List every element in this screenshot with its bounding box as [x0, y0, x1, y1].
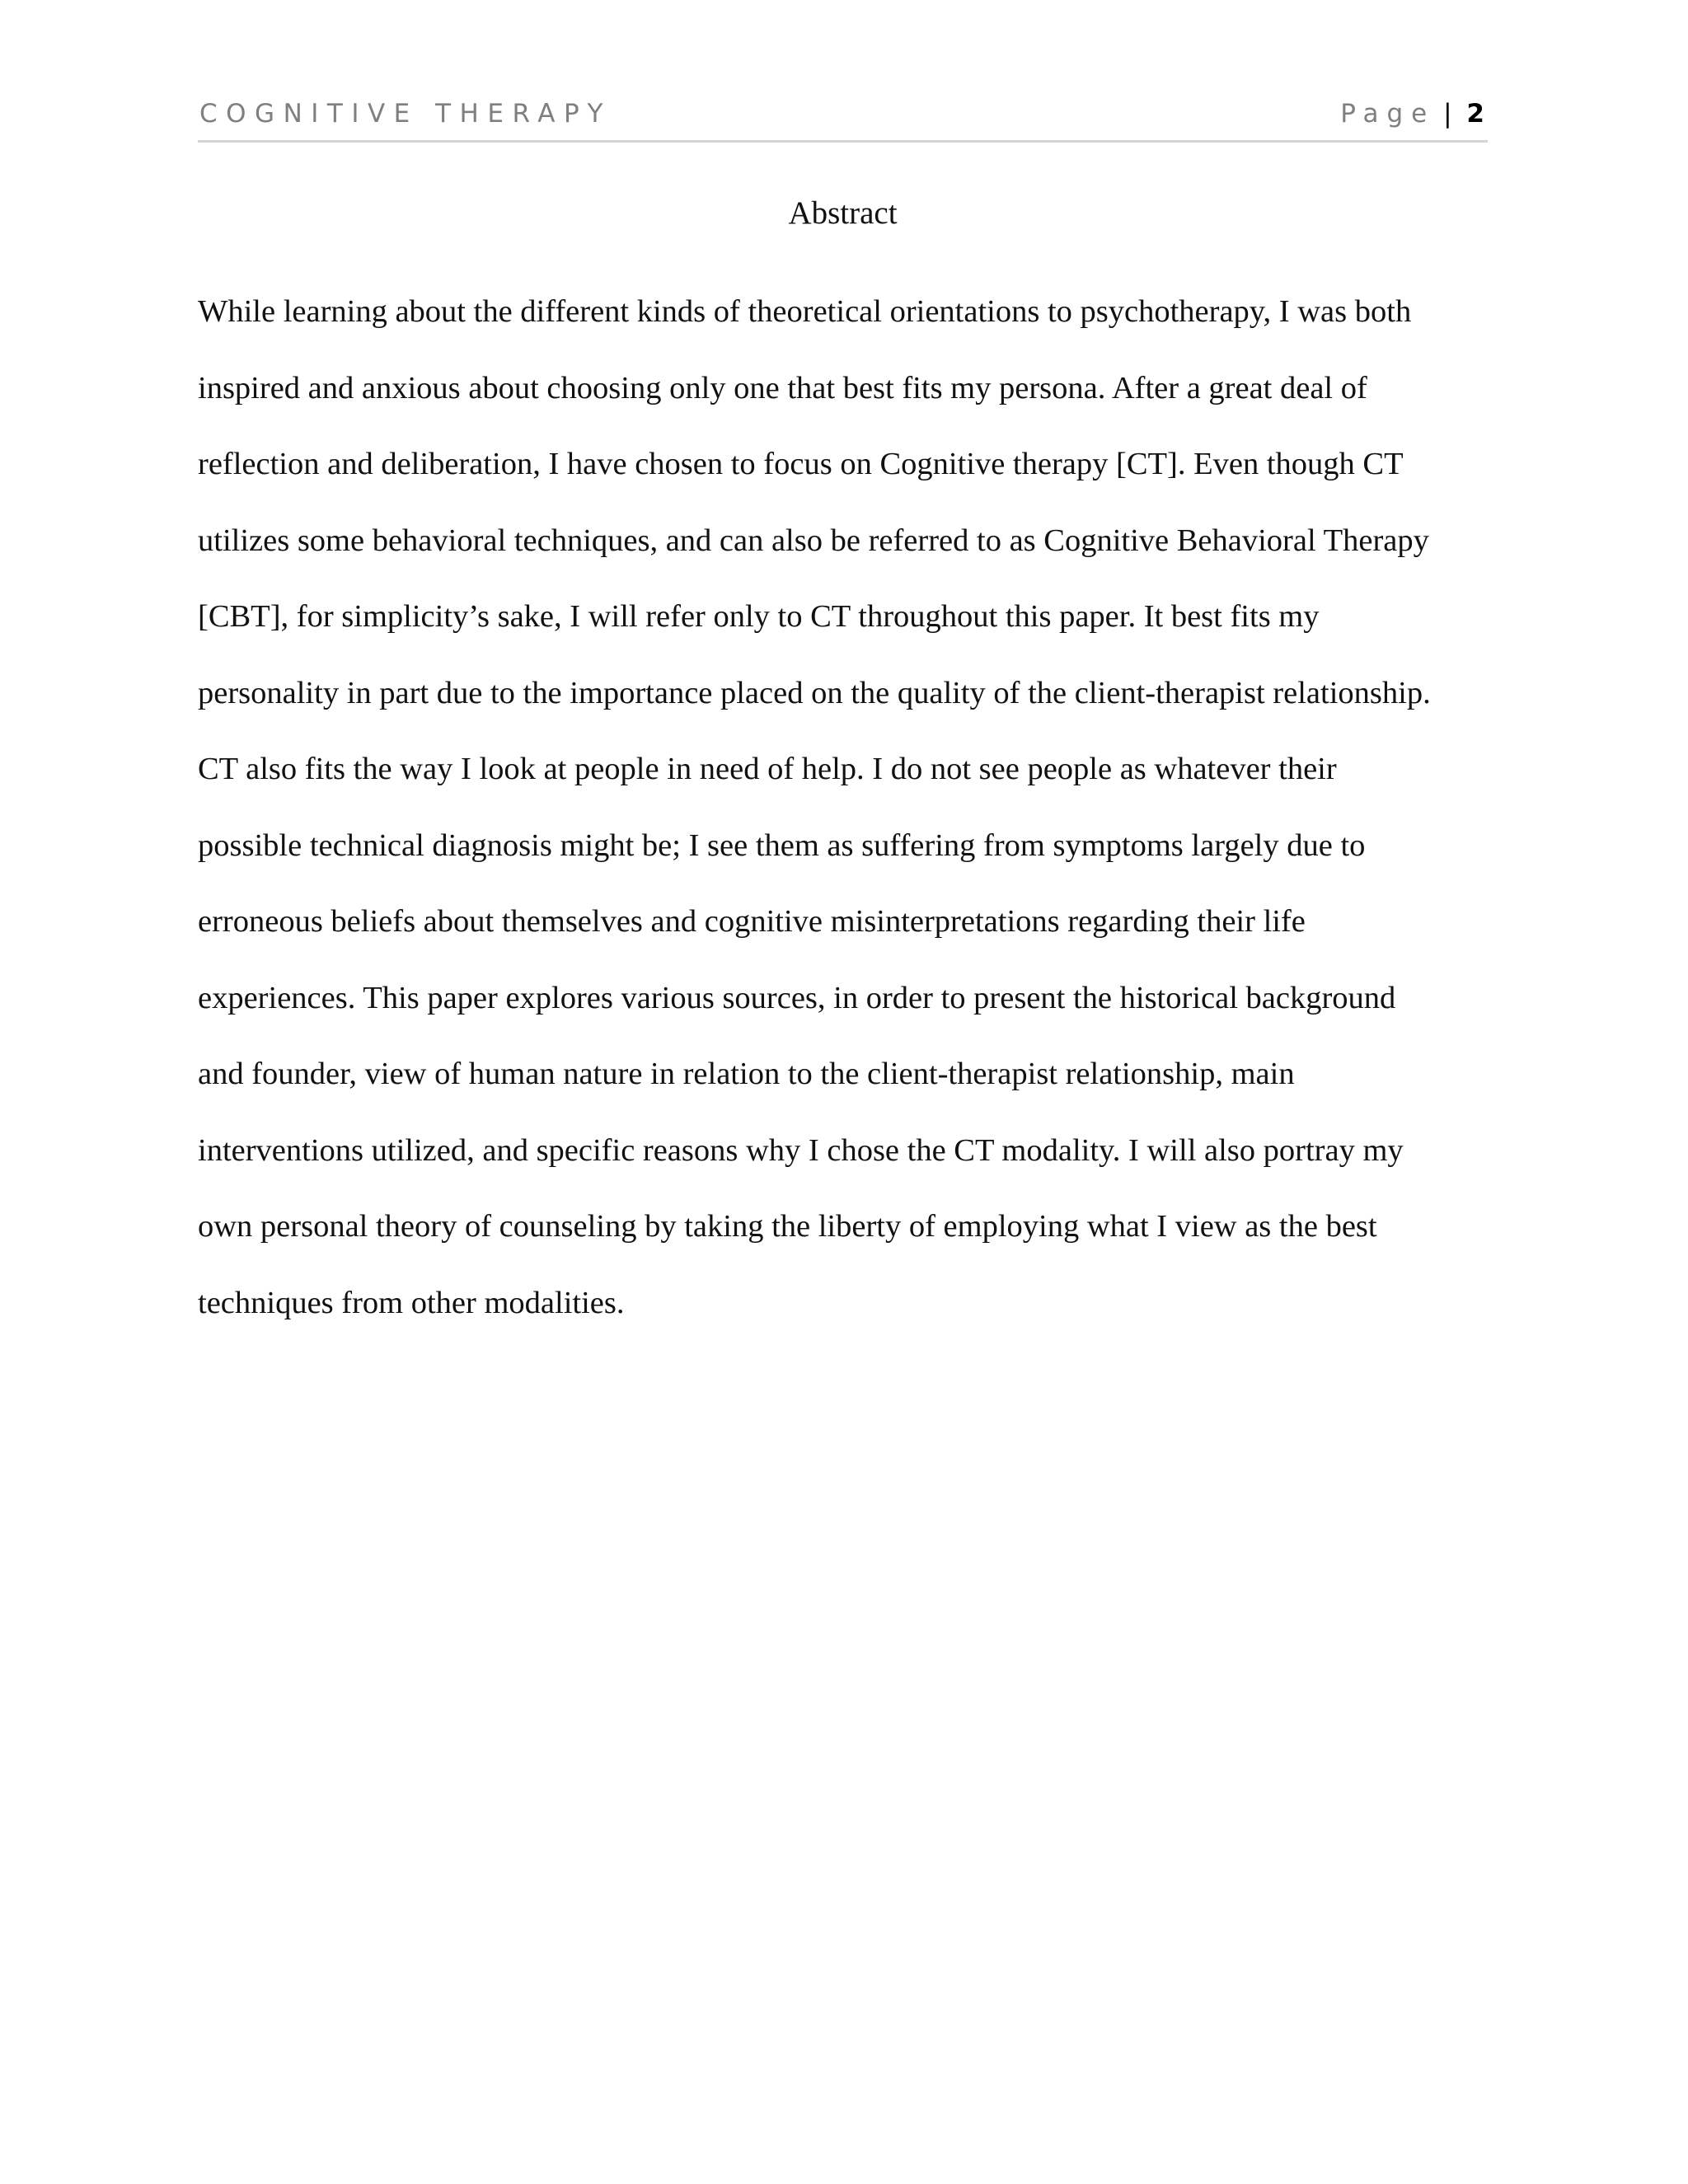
text-line: reflection and deliberation, I have chosen to focus on Cognitive therapy [CT]. Even though CT — [198, 447, 1404, 481]
text-line: inspired and anxious about choosing only one that best fits my persona. After a great deal of — [198, 370, 1367, 405]
section-title: Abstract — [788, 195, 898, 231]
text-line: own personal theory of counseling by taking the liberty of employing what I view as the best — [198, 1209, 1377, 1244]
text-line: experiences. This paper explores various sources, in order to present the historical background — [198, 980, 1396, 1015]
page-indicator — [1340, 99, 1484, 129]
text-line: [CBT], for simplicity’s sake, I will refer only to CT throughout this paper. It best fits my — [198, 599, 1320, 634]
text-line: erroneous beliefs about themselves and cognitive misinterpretations regarding their life — [198, 904, 1306, 939]
text-line: and founder, view of human nature in relation to the client-therapist relationship, main — [198, 1057, 1295, 1091]
running-header — [198, 97, 1488, 143]
page-number: 2 — [1466, 99, 1484, 129]
text-line: interventions utilized, and specific reasons why I chose the CT modality. I will also portray my — [198, 1132, 1404, 1168]
running-title: COGNITIVE THERAPY — [199, 99, 612, 129]
text-line: utilizes some behavioral techniques, and can also be referred to as Cognitive Behavioral Therapy — [198, 523, 1429, 558]
text-line: techniques from other modalities. — [198, 1285, 625, 1320]
text-line: possible technical diagnosis might be; I see them as suffering from symptoms largely due to — [198, 827, 1366, 863]
abstract-paragraph — [198, 290, 1500, 1357]
page-separator: | — [1443, 99, 1452, 129]
page-label: Page — [1340, 99, 1436, 129]
text-line: personality in part due to the importance placed on the quality of the client-therapist relationship. — [198, 675, 1431, 710]
text-line: While learning about the different kinds of theoretical orientations to psychotherapy, I was both — [198, 294, 1412, 329]
text-line: CT also fits the way I look at people in need of help. I do not see people as whatever their — [198, 752, 1337, 786]
